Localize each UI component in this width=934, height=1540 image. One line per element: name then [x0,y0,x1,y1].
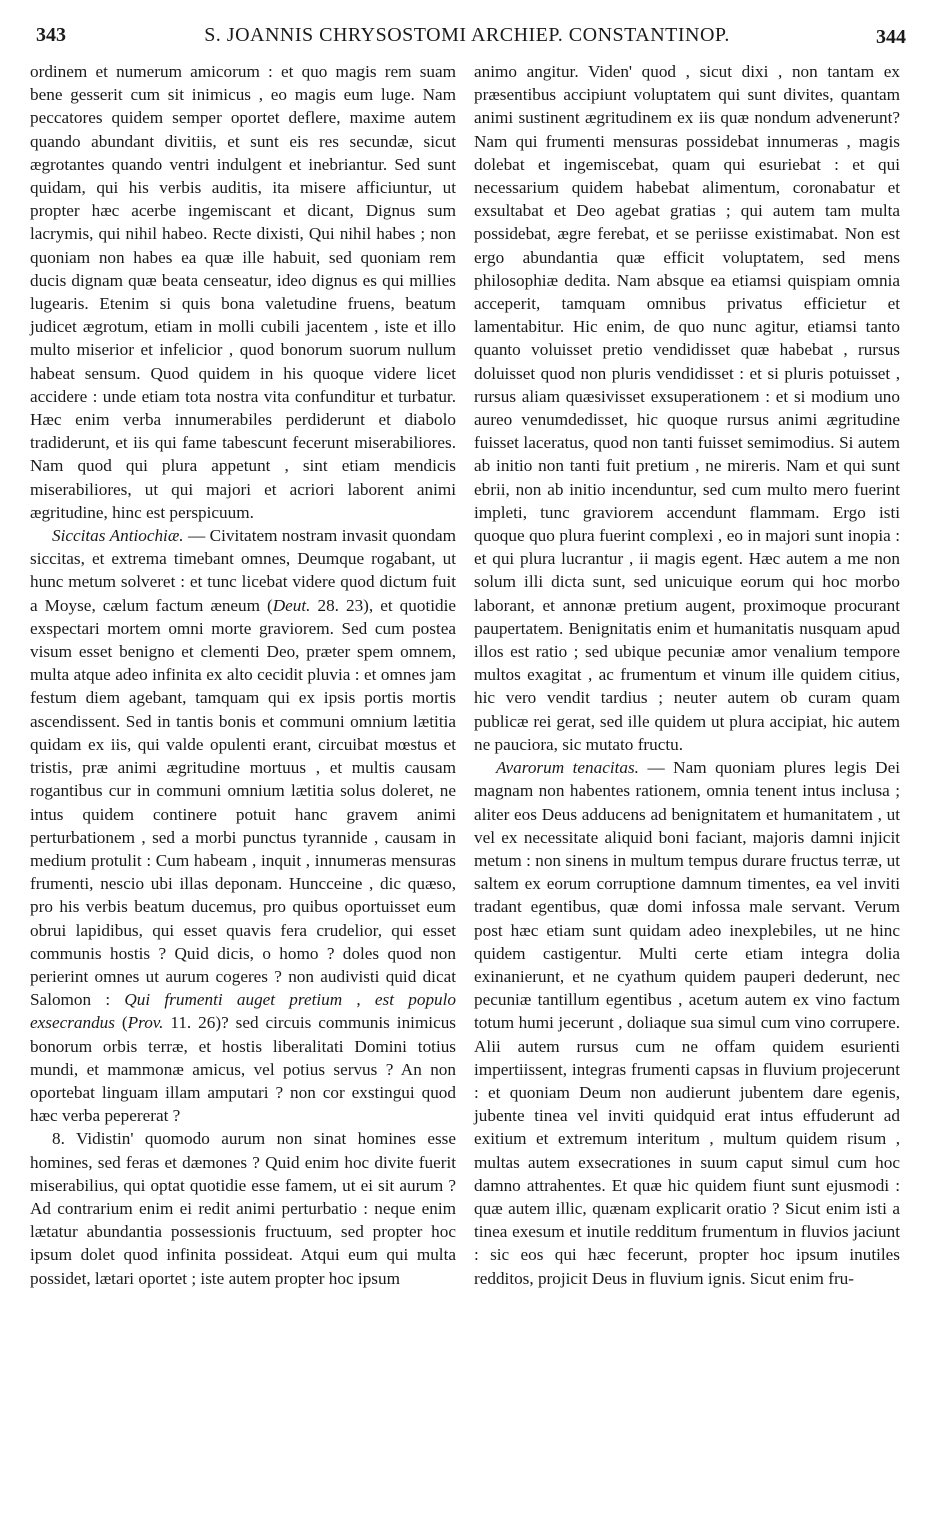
right-column [474,60,900,1290]
scripture-ref-prov-num: 11. 26) [163,1013,222,1033]
right-page-number: 344 [876,26,906,48]
left-paragraph-1: ordinem et numerum amicorum : et quo magis rem suam bene gesserit cum sit inimicus , eo magis eum luge. Nam peccatores quidem semper oportet deflere, maxime autem quando abundant divitiis, et sunt eis res secundæ, sicut ægrotantes quando ventri indulgent et inebriantur. Sed sunt quidam, qui his verbis auditis, ita misere afficiuntur, ut propter hæc acerbe ingemiscant et dicant, Dignus sum lacrymis, qui nihil habeo. Recte dixisti, Qui nihil habes ; non quoniam non habes ea quæ ille habuit, sed quoniam rem ducis dignam quæ beata censeatur, ideo dignus es qui millies lugearis. Etenim si quis bona valetudine fruens, beatum judicet ægrotum, etiam in molli cubili jacentem , iste et illo multo miserior et infelicior , quod bonorum suorum nullum habeat sensum. Quod quidem in his quoque videre licet accidere : unde etiam tota nostra vita confunditur et turbatur. Hæc enim verba innumerabiles perdiderunt et diabolo tradiderunt, et iis qui fame tabescunt fecerunt miserabiliores. Nam quod qui plura appetunt , sint etiam mendicis miserabiliores, ut qui majori et acriori laborent animi ægritudine, hinc est perspicuum. [30,62,456,522]
page-header [28,14,906,54]
scripture-ref-deut: Deut. [272,595,311,615]
section-heading-avarorum: Avarorum tenacitas. [496,758,639,778]
scripture-ref-deut-num: 28. 23) [310,595,369,615]
left-p2-text-d: ? sed circuis communis inimicus bonorum orbis terræ, et hostis liberalitati Domini totius mundi, et mammonæ amicus, vel potius servus ? An non oportebat linguam illam amputari ? non cor exstingui quod hæc verba pepererat ? [30,1013,456,1126]
left-p2-text-b: , et quotidie exspectari mortem omni morte graviorem. Sed cum postea visum esset benigno et clementi Deo, præter spem omnem, multa atque adeo infinita ex alto cecidit pluvia : et omnes jam festum diem agebant, tamquam qui ex ipsis portis mortis ascendissent. Sed in tantis bonis et communi omnium lætitia quidam ex iis, qui valde opulenti erant, circuibat mœstus et tristis, præ animi ægritudine mortuus , et multis causam rogantibus cur in communi omnium lætitia solus doleret, ne intus quidem continere potuit hanc gravem animi perturbationem , sed a morbi punctus tyrannide , causam in medium protulit : Cum habeam , inquit , innumeras mensuras frumenti, nescio ubi illas deponam. Huncceine , dic quæso, pro his verbis beatum ducemus, pro quibus oportuisset eum obrui lapidibus, qui esset quavis fera crudelior, qui esset communis hostis ? Quid dicis, o homo ? doles quod non perierint omnes ut aurum cogeres ? non audivisti quid dicat Salomon : [30,595,456,1010]
left-page-number: 343 [36,24,66,46]
right-p2-text-a: — Nam quoniam plures legis Dei magnam non habentes rationem, omnia tenent intus inclusa ; aliter eos Deus adducens ad benignitatem et humanitatem , ut vel ex necessitate aliquid boni faciant, majoris damni injicit metum : non sinens in multum tempus durare fructus terræ, ut saltem ex eorum corruptione damnum timentes, ea vel inviti tradant egentibus, quæ domi infossa male servant. Verum post hæc etiam sunt quidam adeo inexplebiles, ut ne hinc quidem castigentur. Multi certe etiam integra dolia exinanierunt, et ne cyathum quidem pauperi dederunt, nec pecuniæ tantillum egentibus , acetum autem ex vino factum totum humi jecerunt , doliaque sua simul cum vino corrupere. Alii autem rursus cum ne offam quidem esurienti impertiissent, integras frumenti capsas in fluvium projecerunt : et quoniam Deum non audierunt jubentem dare egenis, jubente tinea vel inviti quidquid erat intus effuderunt ad exitium et extremum interitum , multum quidem risum , multas autem exsecrationes in suum caput simul cum hoc damno attrahentes. Et quæ hic quidem fiunt sunt ejusmodi : quæ autem illic, quænam explicarit oratio ? Sicut enim isti a tinea exesum et inutile redditum frumentum in fluvios jaciunt : sic eos qui hæc fecerunt, propter hoc ipsum inutiles redditos, projicit Deus in fluvium ignis. Sicut enim fru- [474,758,900,1288]
left-column [30,60,456,1290]
section-heading-siccitas: Siccitas Antiochiæ. [52,526,184,546]
left-paragraph-3: 8. Vidistin' quomodo aurum non sinat homines esse homines, sed feras et dæmones ? Quid enim hoc divite fuerit miserabilius, qui optat quotidie esse famem, ut ei sit aurum ? Ad contrarium enim ei redit animi perturbatio : neque enim lætatur abundantia possessionis fructuum, sed propter hoc ipsum dolet quod infinita possideat. Atqui eum qui multa possidet, lætari oportet ; iste autem propter hoc ipsum [30,1129,456,1288]
left-p2-text-a: — Civitatem nostram invasit quondam siccitas, et extrema timebant omnes, Deumque rogabant, ut hunc metum solveret : et tunc licebat videre quod dictum fuit a Moyse, cælum factum æneum ( [30,526,456,615]
left-paragraph-2 [30,524,456,1127]
running-head: S. JOANNIS CHRYSOSTOMI ARCHIEP. CONSTANTINOP. [204,24,730,46]
right-paragraph-1: animo angitur. Viden' quod , sicut dixi , non tantam ex præsentibus accipiunt voluptatem qui sunt divites, quantam animi sustinent ægritudinem ex iis quæ nondum advenerunt? Nam qui frumenti mensuras possidebat innumeras , magis dolebat et ingemiscebat, quam qui esuriebat : et qui necessarium quidem habebat alimentum, coronabatur et exsultabat et Deo agebat gratias ; qui autem tam multa possidebat, ægre ferebat, et se periisse existimabat. Non est ergo abundantia quæ efficit voluptatem, sed mens philosophiæ dedita. Nam absque ea etiamsi quispiam omnia acceperit, tamquam omnibus privatus efficietur et lamentabitur. Hic enim, de quo nunc agitur, etiamsi tanto quanto voluisset pretio vendidisset quæ habebat , rursus doluisset quod non pluris vendidisset : et si pluris potuisset , rursus aliam quæsivisset exsuperationem : et si modium uno aureo venumdedisset, hic quoque rursus animi ægritudine fuisset laceratus, quod non tanti fuisset semimodius. Si autem ab initio non tanti fuit pretium , ne mireris. Nam et qui sunt ebrii, non ab initio incenduntur, sed cum multo mero fuerint impleti, tunc graviorem accendunt flammam. Ergo isti quoque quo plura fuerint complexi , eo in majori sunt inopia : et qui plura lucrantur , ii magis egent. Hæc autem a me non solum illi dicta sunt, sed unicuique eorum qui hoc morbo laborant, et annonæ pretium augent, proximoque procurant paupertatem. Benignitatis enim et humanitatis nusquam apud illos est ratio ; sed ubique pecuniæ amor venalium tempore multos exagitat , ac frumentum et vinum ille quidem citius, hic vero vendit tardius ; neuter autem ob curam quam publicæ rei gerat, sed ille quidem ut plura accipiat, hic autem ne pauciora, sic mutato fructu. [474,62,900,754]
salomon-quote: Qui frumenti auget pretium , est populo exsecrandus [30,990,456,1033]
right-paragraph-2 [474,756,900,1290]
scripture-ref-prov: Prov. [127,1013,164,1033]
left-p2-text-c: ( [114,1013,128,1033]
